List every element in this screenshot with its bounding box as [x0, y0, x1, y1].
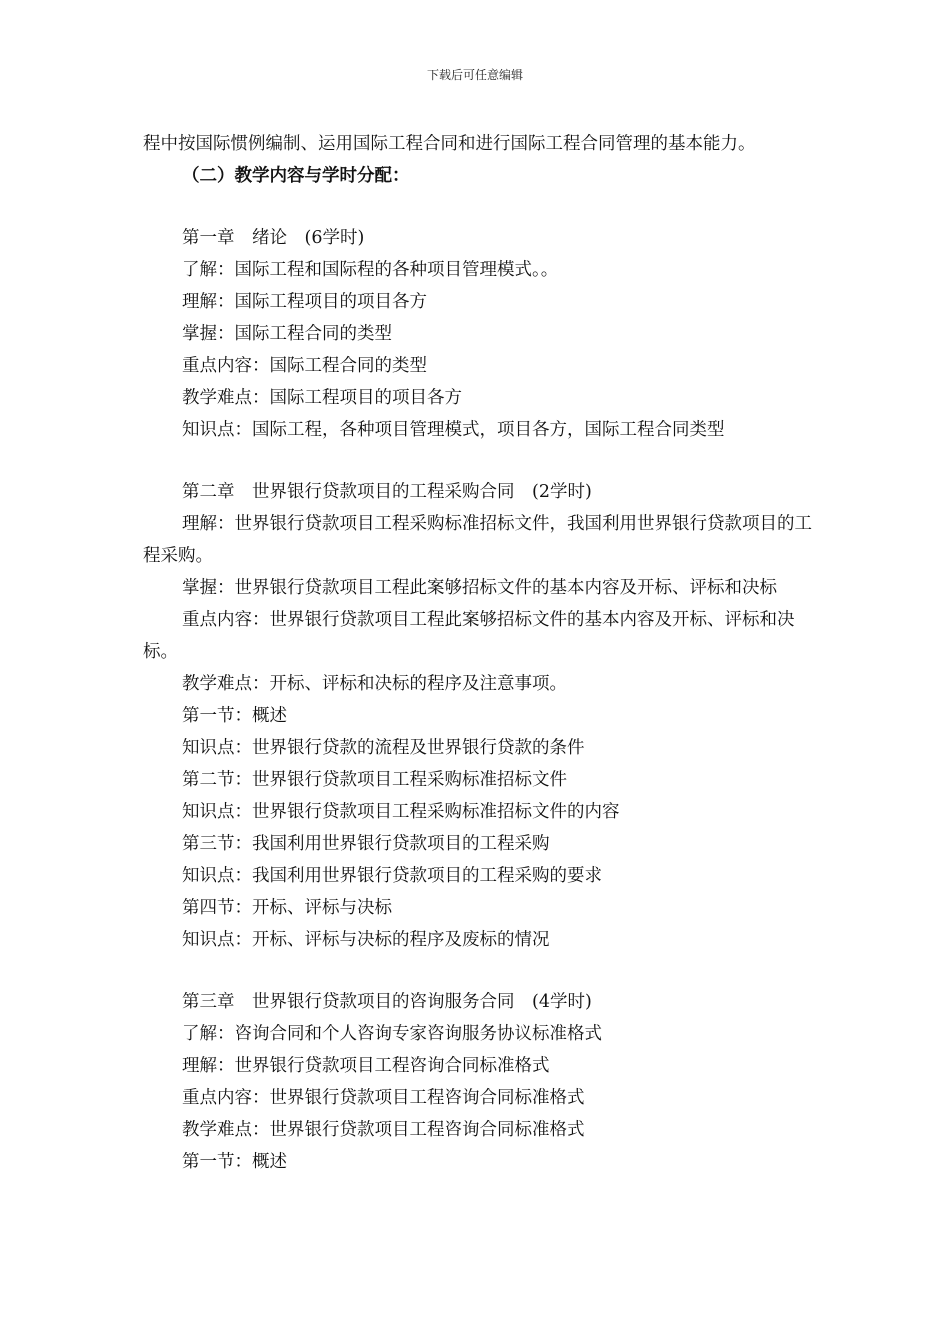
- paragraph-line: 程中按国际惯例编制、运用国际工程合同和进行国际工程合同管理的基本能力。: [143, 134, 756, 154]
- page-header: 下载后可任意编辑: [426, 68, 523, 82]
- paragraph-line: 掌握：世界银行贷款项目工程此案够招标文件的基本内容及开标、评标和决标: [182, 578, 777, 598]
- paragraph-line: 了解：咨询合同和个人咨询专家咨询服务协议标准格式: [182, 1024, 602, 1044]
- paragraph-line: 知识点：世界银行贷款的流程及世界银行贷款的条件: [182, 738, 585, 758]
- paragraph-line: 理解：国际工程项目的项目各方: [182, 292, 427, 312]
- spacer: [143, 956, 823, 986]
- paragraph-line: 重点内容：世界银行贷款项目工程此案够招标文件的基本内容及开标、评标和决标。: [143, 610, 795, 662]
- section-line: 第二节：世界银行贷款项目工程采购标准招标文件: [182, 770, 567, 790]
- paragraph-line: 教学难点：世界银行贷款项目工程咨询合同标准格式: [182, 1120, 585, 1140]
- paragraph-line: 教学难点：国际工程项目的项目各方: [182, 388, 462, 408]
- paragraph-line: 教学难点：开标、评标和决标的程序及注意事项。: [182, 674, 567, 694]
- section-line: 第一节：概述: [182, 706, 287, 726]
- paragraph-line: 了解：国际工程和国际程的各种项目管理模式。。: [182, 260, 559, 280]
- paragraph-line: 理解：世界银行贷款项目工程采购标准招标文件，我国利用世界银行贷款项目的工程采购。: [143, 514, 812, 566]
- section-line: 第四节：开标、评标与决标: [182, 898, 392, 918]
- paragraph-line: 理解：世界银行贷款项目工程咨询合同标准格式: [182, 1056, 550, 1076]
- section-heading: （二）教学内容与学时分配：: [182, 166, 410, 186]
- section-line: 第三节：我国利用世界银行贷款项目的工程采购: [182, 834, 550, 854]
- spacer: [143, 446, 823, 476]
- chapter-heading: 第三章 世界银行贷款项目的咨询服务合同 (4学时): [182, 992, 592, 1012]
- section-line: 第一节：概述: [182, 1152, 287, 1172]
- paragraph-line: 掌握：国际工程合同的类型: [182, 324, 392, 344]
- paragraph-line: 知识点：我国利用世界银行贷款项目的工程采购的要求: [182, 866, 602, 886]
- paragraph-line: 重点内容：世界银行贷款项目工程咨询合同标准格式: [182, 1088, 585, 1108]
- paragraph-line: 知识点：世界银行贷款项目工程采购标准招标文件的内容: [182, 802, 620, 822]
- spacer: [143, 192, 823, 222]
- paragraph-line: 知识点：开标、评标与决标的程序及废标的情况: [182, 930, 550, 950]
- chapter-heading: 第一章 绪论 (6学时): [182, 228, 365, 248]
- chapter-heading: 第二章 世界银行贷款项目的工程采购合同 (2学时): [182, 482, 592, 502]
- document-body: [143, 128, 823, 1178]
- paragraph-line: 重点内容：国际工程合同的类型: [182, 356, 427, 376]
- paragraph-line: 知识点：国际工程，各种项目管理模式，项目各方，国际工程合同类型: [182, 420, 725, 440]
